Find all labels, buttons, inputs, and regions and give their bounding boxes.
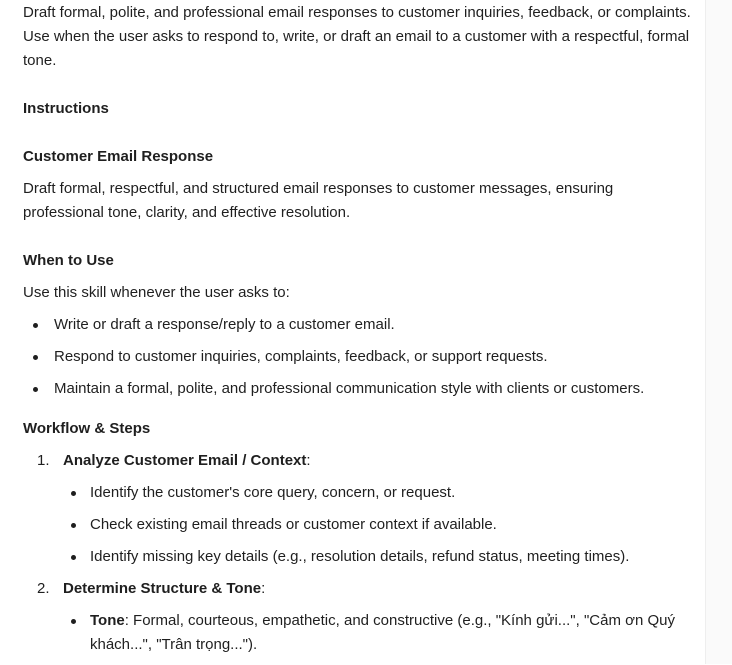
step-2-sublist [63,609,693,657]
bullet-icon [71,619,76,624]
bullet-icon [33,323,38,328]
list-item [63,513,693,537]
step-suffix: : [261,580,266,597]
bullet-icon [71,491,76,496]
list-item [63,481,693,505]
bullet-icon [71,555,76,560]
document-content [23,0,693,665]
step-number: 2. [37,580,50,597]
bullet-icon [33,355,38,360]
customer-email-response-heading: Customer Email Response [23,148,214,165]
list-item-text: Maintain a formal, polite, and professional communication style with clients or customers. [54,380,645,397]
tone-label: Tone [90,612,125,629]
list-item [23,313,693,337]
when-to-use-heading: When to Use [23,252,114,269]
step-title: Analyze Customer Email / Context [63,452,307,469]
scroll-gutter [705,0,732,664]
list-item [63,609,693,657]
when-to-use-list [23,313,693,401]
workflow-heading: Workflow & Steps [23,420,151,437]
list-item-text: Write or draft a response/reply to a customer email. [54,316,395,333]
list-item [23,377,693,401]
list-item-text: Check existing email threads or customer context if available. [90,516,497,533]
bullet-icon [71,523,76,528]
step-suffix: : [306,452,311,469]
list-item-text: Identify the customer's core query, concern, or request. [90,484,456,501]
list-item [63,545,693,569]
instructions-heading: Instructions [23,100,109,117]
bullet-icon [33,387,38,392]
workflow-step-1 [23,449,693,569]
step-number: 1. [37,452,50,469]
step-1-sublist [63,481,693,569]
list-item [23,345,693,369]
workflow-step-2 [23,577,693,657]
customer-email-response-description: Draft formal, respectful, and structured email responses to customer messages, ensuring professional tone, clarity, and effective resolution. [23,180,614,221]
workflow-steps-list [23,449,693,657]
tone-text: : Formal, courteous, empathetic, and constructive (e.g., "Kính gửi...", "Cảm ơn Quý khách...", "Trân trọng..."). [90,612,675,653]
list-item-text: Respond to customer inquiries, complaints, feedback, or support requests. [54,348,548,365]
list-item-text: Identify missing key details (e.g., resolution details, refund status, meeting times). [90,548,630,565]
when-to-use-intro: Use this skill whenever the user asks to: [23,284,290,301]
intro-paragraph: Draft formal, polite, and professional email responses to customer inquiries, feedback, or complaints. Use when the user asks to respond to, write, or draft an email to a customer with a respectful, formal tone. [23,4,691,69]
step-title: Determine Structure & Tone [63,580,262,597]
